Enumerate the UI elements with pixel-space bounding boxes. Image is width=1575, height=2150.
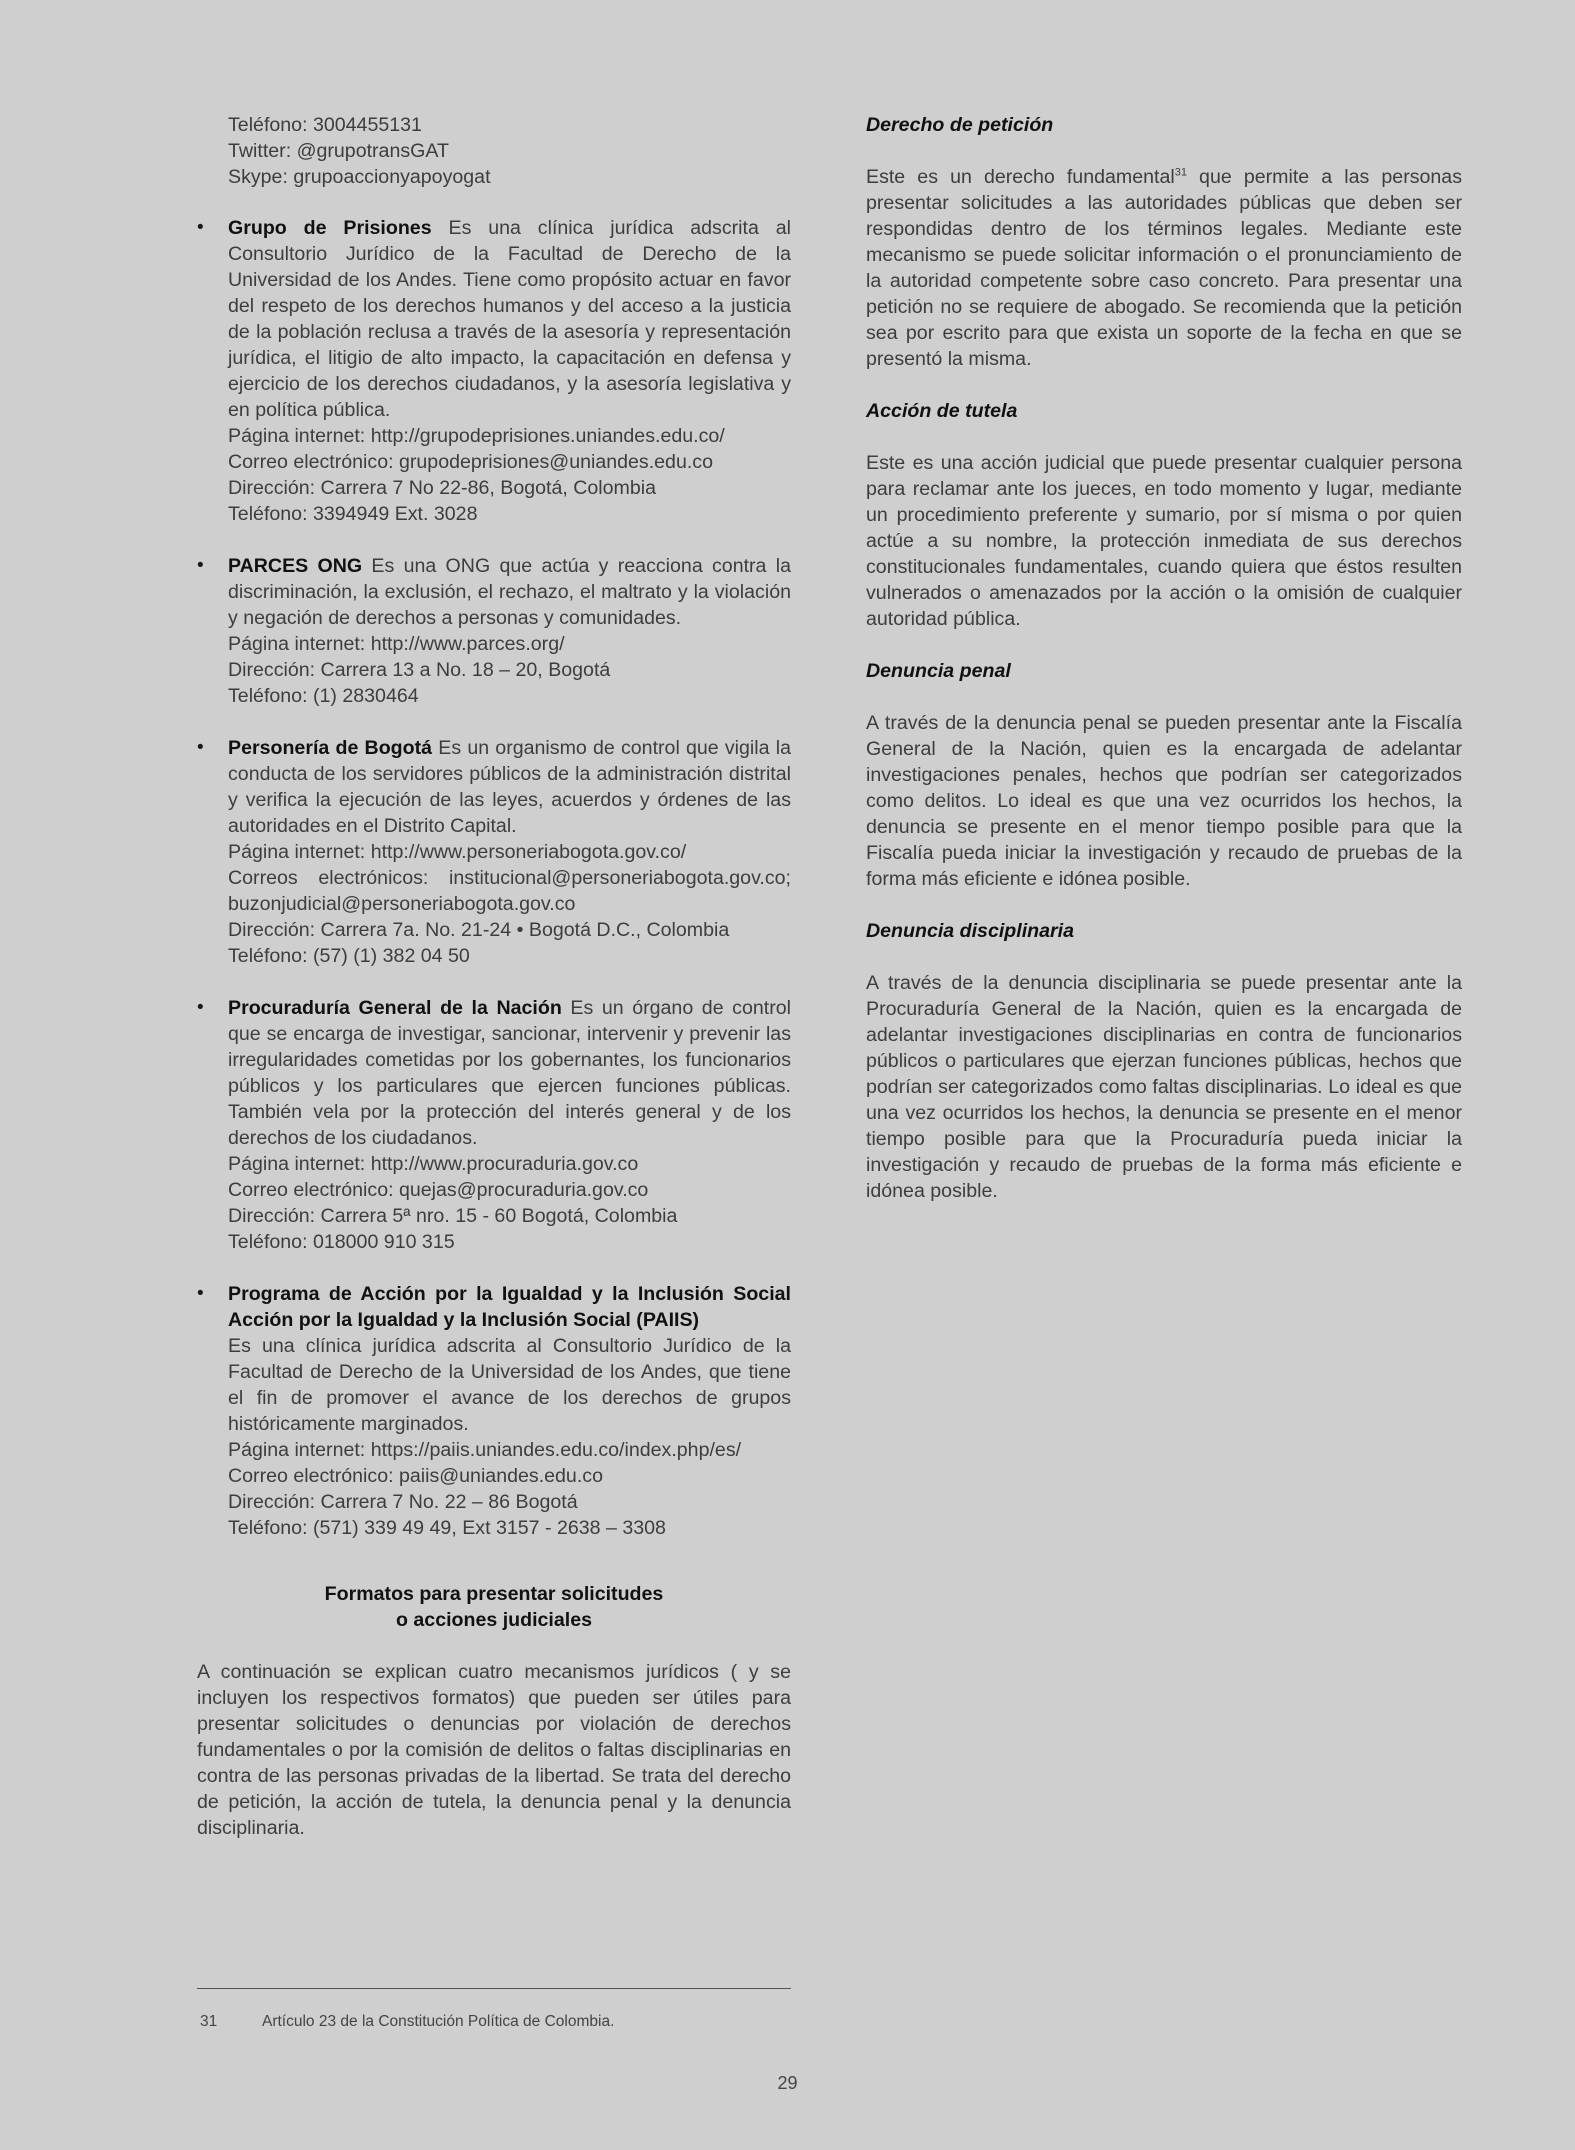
intro-paragraph: A continuación se explican cuatro mecanismos jurídicos ( y se incluyen los respectivos formatos) que pueden ser útiles para presentar solicitudes o denuncias por violación de derechos fundamentales o por la comisión de delitos o faltas disciplinarias en contra de las personas privadas de la libertad. Se trata del derecho de petición, la acción de tutela, la denuncia penal y la denuncia disciplinaria.	[197, 1661, 791, 1839]
section-tutela	[866, 398, 1462, 632]
section-peticion	[866, 112, 1462, 372]
org-entry-grupo-prisiones	[197, 215, 791, 527]
org-description	[228, 553, 791, 631]
org-desc-text: Es un organismo de control que vigila la conducta de los servidores públicos de la administración distrital y verifica la ejecución de las leyes, acuerdos y órdenes de las autoridades en el Distrito Capital.	[228, 737, 791, 837]
org-entry-personeria	[197, 735, 791, 969]
org-name: Procuraduría General de la Nación	[228, 997, 562, 1019]
text-part: que permite a las personas presentar solicitudes a las autoridades públicas que deben ser respondidas dentro de los términos legales. Mediante este mecanismo se puede solicitar información o el pronunciamiento de la autoridad competente sobre caso concreto. Para presentar una petición no se requiere de abogado. Se recomienda que la petición sea por escrito para que exista un soporte de la fecha en que se presentó la misma.	[866, 166, 1462, 370]
org-entry-procuraduria	[197, 995, 791, 1255]
org-entry-parces	[197, 553, 791, 709]
section-heading: Denuncia disciplinaria	[866, 920, 1074, 942]
contact-line: Skype: grupoaccionyapoyogat	[228, 166, 491, 188]
contact-line: Teléfono: 3394949 Ext. 3028	[228, 503, 478, 525]
contact-line: Teléfono: 018000 910 315	[228, 1231, 455, 1253]
contact-line: Página internet: http://www.parces.org/	[228, 633, 565, 655]
bullet-icon: •	[197, 737, 204, 758]
section-title-line: Formatos para presentar solicitudes	[324, 1583, 664, 1605]
footnote-text: Artículo 23 de la Constitución Política de Colombia.	[262, 2013, 615, 2030]
contact-line: Página internet: http://www.procuraduria.gov.co	[228, 1153, 639, 1175]
contact-line: Twitter: @grupotransGAT	[228, 140, 449, 162]
bullet-icon: •	[197, 217, 204, 238]
contact-line: Dirección: Carrera 5ª nro. 15 - 60 Bogotá, Colombia	[228, 1205, 678, 1227]
org-contacts	[228, 1437, 791, 1541]
section-text	[866, 164, 1462, 372]
org-desc-text: Es una clínica jurídica adscrita al Consultorio Jurídico de la Facultad de Derecho de la Universidad de los Andes. Tiene como propósito actuar en favor del respeto de los derechos humanos y del acceso a la justicia de la población reclusa a través de la asesoría y representación jurídica, el litigio de alto impacto, la capacitación en defensa y ejercicio de los derechos ciudadanos, y la asesoría legislativa y en política pública.	[228, 217, 791, 421]
org-name: Programa de Acción por la Igualdad y la Inclusión Social Acción por la Igualdad y la Inclusión Social (PAIIS)	[228, 1283, 791, 1331]
bullet-icon: •	[197, 555, 204, 576]
section-title	[197, 1581, 791, 1633]
contact-line: Teléfono: 3004455131	[228, 114, 422, 136]
section-heading: Derecho de petición	[866, 114, 1054, 136]
page-number: 29	[777, 2073, 798, 2093]
section-disciplinaria	[866, 918, 1462, 1204]
org-desc-text: Es un órgano de control que se encarga de investigar, sancionar, intervenir y prevenir las irregularidades cometidas por los gobernantes, los funcionarios públicos y los particulares que ejercen funciones públicas. También vela por la protección del interés general y de los derechos de los ciudadanos.	[228, 997, 791, 1149]
bullet-icon: •	[197, 1283, 204, 1304]
contact-line: Correo electrónico: grupodeprisiones@uniandes.edu.co	[228, 451, 713, 473]
footnote-divider	[197, 1988, 791, 1989]
left-column	[197, 112, 791, 1841]
org-contacts	[228, 423, 791, 527]
section-title-line: o acciones judiciales	[395, 1609, 593, 1631]
org-contacts	[228, 631, 791, 709]
org-contacts	[228, 1151, 791, 1255]
org-desc-text: Es una clínica jurídica adscrita al Consultorio Jurídico de la Facultad de Derecho de la Universidad de los Andes, que tiene el fin de promover el avance de los derechos de grupos históricamente marginados.	[228, 1335, 791, 1435]
org-name-line	[228, 1281, 791, 1333]
section-text: A través de la denuncia penal se pueden presentar ante la Fiscalía General de la Nación, quien es la encargada de adelantar investigaciones penales, hechos que podrían ser categorizados como delitos. Lo ideal es que una vez ocurridos los hechos, la denuncia se presente en el menor tiempo posible para que la Fiscalía pueda iniciar la investigación y recaudo de pruebas de la forma más eficiente e idónea posible.	[866, 712, 1462, 890]
footnote-ref: 31	[1174, 166, 1187, 179]
contact-line: Página internet: http://www.personeriabogota.gov.co/	[228, 841, 687, 863]
contact-line: Teléfono: (571) 339 49 49, Ext 3157 - 2638 – 3308	[228, 1517, 666, 1539]
org-name: Grupo de Prisiones	[228, 217, 432, 239]
org-desc-text: Es una ONG que actúa y reacciona contra la discriminación, la exclusión, el rechazo, el maltrato y la violación y negación de derechos a personas y comunidades.	[228, 555, 791, 629]
contact-line: Teléfono: (1) 2830464	[228, 685, 419, 707]
contact-line: Correo electrónico: paiis@uniandes.edu.co	[228, 1465, 603, 1487]
org-entry-paiis	[197, 1281, 791, 1541]
contact-line: Página internet: http://grupodeprisiones.uniandes.edu.co/	[228, 425, 725, 447]
contact-line: Dirección: Carrera 7a. No. 21-24 • Bogotá D.C., Colombia	[228, 919, 730, 941]
org-description	[228, 995, 791, 1151]
footnote-number: 31	[200, 2013, 218, 2030]
text-part: Este es un derecho fundamental	[866, 166, 1175, 188]
contact-line: Dirección: Carrera 13 a No. 18 – 20, Bogotá	[228, 659, 611, 681]
footnote	[200, 2013, 614, 2031]
section-text: Este es una acción judicial que puede presentar cualquier persona para reclamar ante los jueces, en todo momento y lugar, mediante un procedimiento preferente y sumario, por sí misma o por quien actúe a su nombre, la protección inmediata de sus derechos constitucionales fundamentales, cuando quiera que éstos resulten vulnerados o amenazados por la acción o la omisión de cualquier autoridad pública.	[866, 452, 1462, 630]
org-name: PARCES ONG	[228, 555, 363, 577]
org-description	[228, 215, 791, 423]
org-contacts	[228, 839, 791, 969]
section-penal	[866, 658, 1462, 892]
contact-line: Teléfono: (57) (1) 382 04 50	[228, 945, 470, 967]
org-description	[228, 735, 791, 839]
contact-line: Dirección: Carrera 7 No. 22 – 86 Bogotá	[228, 1491, 578, 1513]
section-heading: Acción de tutela	[866, 400, 1018, 422]
org-name: Personería de Bogotá	[228, 737, 433, 759]
contact-line: Dirección: Carrera 7 No 22-86, Bogotá, Colombia	[228, 477, 657, 499]
bullet-icon: •	[197, 997, 204, 1018]
contact-line: Correo electrónico: quejas@procuraduria.gov.co	[228, 1179, 649, 1201]
section-text: A través de la denuncia disciplinaria se puede presentar ante la Procuraduría General de la Nación, quien es la encargada de adelantar investigaciones disciplinarias en contra de funcionarios públicos o particulares que ejerzan funciones públicas, hechos que podrían ser categorizados como faltas disciplinarias. Lo ideal es que una vez ocurridos los hechos, la denuncia se presente en el menor tiempo posible para que la Procuraduría pueda iniciar la investigación y recaudo de pruebas de la forma más eficiente e idónea posible.	[866, 972, 1462, 1202]
top-contacts	[197, 112, 791, 190]
section-heading: Denuncia penal	[866, 660, 1011, 682]
right-column	[866, 112, 1462, 1230]
contact-line: Página internet: https://paiis.uniandes.edu.co/index.php/es/	[228, 1439, 742, 1461]
contact-line: Correos electrónicos: institucional@personeriabogota.gov.co; buzonjudicial@personeriabogota.gov.co	[228, 867, 791, 915]
